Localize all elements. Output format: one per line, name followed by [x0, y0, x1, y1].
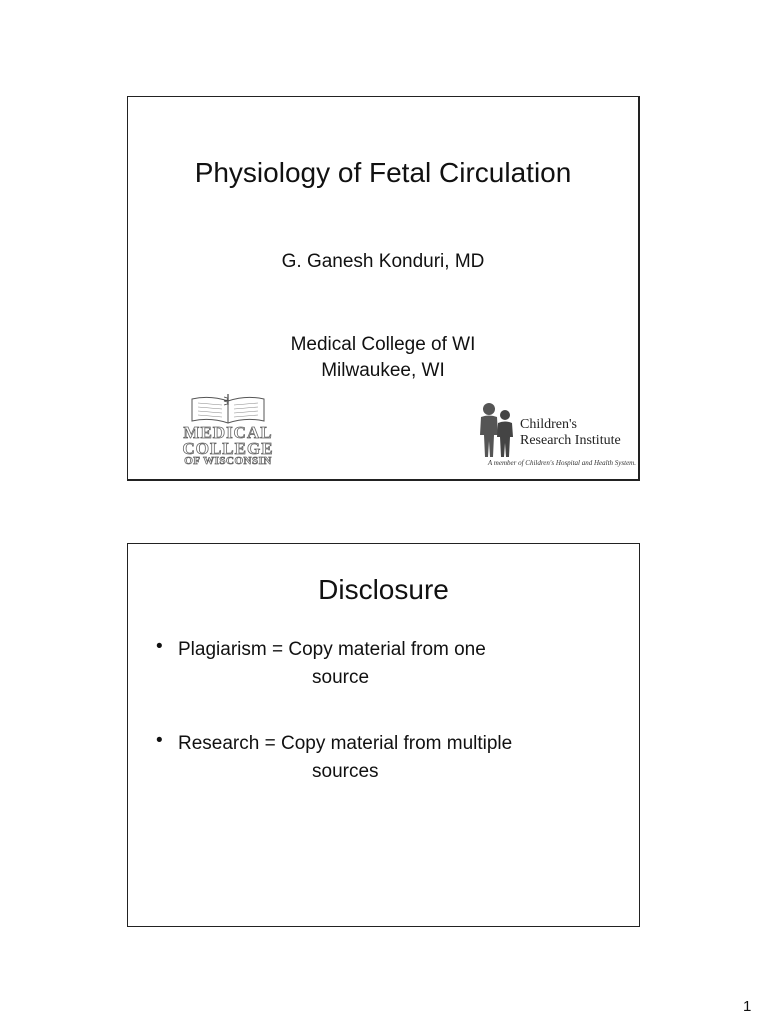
logo-line-college: COLLEGE [182, 439, 274, 458]
childrens-research-institute-logo [476, 399, 636, 473]
bullet-continuation: source [312, 667, 370, 688]
logo-line-wisconsin: OF WISCONSIN [184, 455, 272, 467]
bullet-list [156, 636, 616, 824]
slide-title: Physiology of Fetal Circulation [194, 157, 572, 188]
slide-2 [127, 543, 640, 927]
list-item [156, 636, 616, 692]
institution-line-2: Milwaukee, WI [321, 360, 445, 381]
list-item [156, 730, 616, 786]
open-book-icon [162, 393, 294, 427]
bullet-continuation: sources [312, 761, 379, 782]
children-silhouette-icon [476, 401, 520, 459]
bullet-text: Research = Copy material from multiple [178, 733, 513, 754]
page-number: 1 [743, 998, 752, 1015]
logo-name-line-1: Children's [520, 417, 577, 432]
institution-line-1: Medical College of WI [290, 334, 476, 355]
logo-name-line-2: Research Institute [520, 433, 621, 448]
institution [128, 332, 638, 384]
logo-line-medical: MEDICAL [183, 423, 273, 442]
author-name: G. Ganesh Konduri, MD [281, 251, 485, 272]
bullet-icon: • [156, 730, 163, 751]
bullet-text: Plagiarism = Copy material from one [178, 639, 486, 660]
logo-tagline: A member of Children's Hospital and Health System. [487, 459, 636, 467]
slide-title: Disclosure [318, 574, 449, 605]
medical-college-logo [162, 393, 294, 473]
slide-1 [127, 96, 640, 481]
bullet-icon: • [156, 636, 163, 657]
